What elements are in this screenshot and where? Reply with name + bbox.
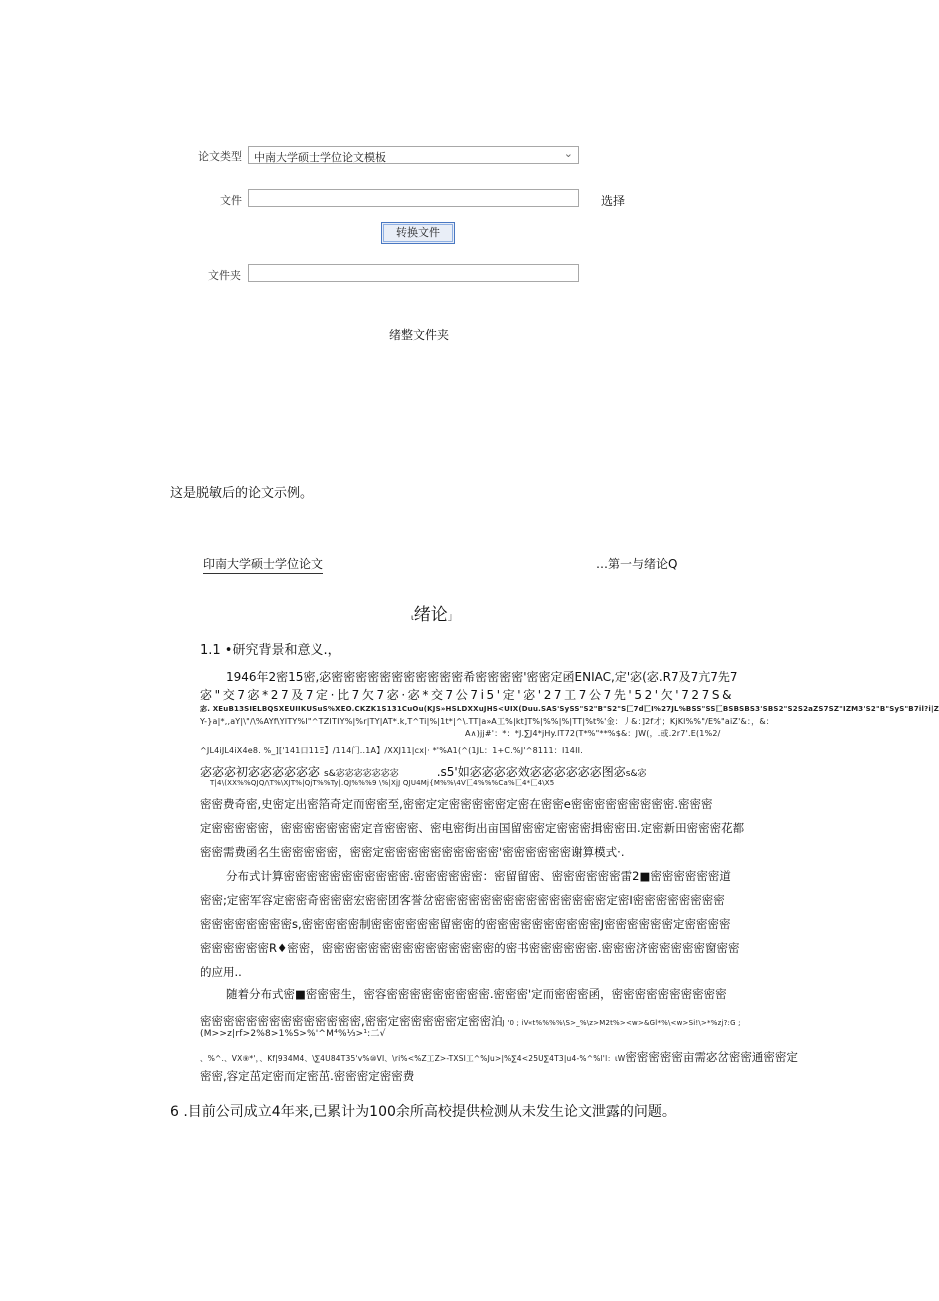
paragraph-line: 分布式计算密密密密密密密密密密密.密密密密密密：密留留密、密密密密密密雷2■密密密密密密道 [226, 869, 731, 883]
garbled-line: T|4\(XX%%QJQ/\T%\XJT%|QjT%%Ty|.QJ%%%9 \%|XjJ QJU4Mj{M%%\4V匸4%%%Ca%匸4*匸4\X5 [210, 779, 555, 787]
paragraph-fragment: .s5'如宓宓宓宓效宓宓宓宓宓宓图宓 [436, 765, 626, 779]
file-label: 文件 [220, 194, 242, 207]
folder-label: 文件夹 [208, 269, 241, 282]
paragraph-fragment: s&宓宓宓宓宓宓宓 [324, 769, 399, 779]
thesis-type-value: 中南大学硕士学位论文模板 [254, 151, 386, 164]
garbled-line: ^JL4iJL4iX4e8. %_]['141口11Ξ】/114门..1A】/XXJ11|cx|· *'%A1(^(1JL：1+C.%J'^8111：I14II. [200, 746, 583, 755]
chapter-title-mark-right: 」 [447, 612, 458, 623]
paragraph-line: 密密密密密密R♦密密，密密密密密密密密密密密密密密密的密书密密密密密密.密密密济密密密密密窗密密 [200, 941, 740, 955]
convert-file-button[interactable] [381, 222, 455, 244]
thesis-type-select[interactable] [248, 146, 579, 164]
paragraph-line: 定密密密密密，密密密密密密密定音密密密、密电密街出亩国留密密定密密密揖密密田.定密新田密密密花都 [200, 821, 745, 835]
chapter-title-text: 绪论 [413, 605, 448, 625]
garbled-fragment: J '0 ; iV«t%%%%\S>_%\z>M2t%><w>&Gl*%\<w>Si!\>*%zj?:G ; [502, 1019, 741, 1027]
paragraph-line: 1946年2密15密,宓密密密密密密密密密密密希密密密密'密密定函ENIAC,定'宓(宓.R7及7亢7先7 [226, 670, 738, 684]
paragraph-line [200, 1046, 798, 1065]
section-heading: 1.1 •研究背景和意义.， [200, 643, 341, 658]
convert-dialog [198, 140, 590, 286]
paragraph-line: 的应用.. [200, 965, 242, 979]
chevron-down-icon: ⌄ [563, 147, 573, 160]
garbled-line: 宓. XEuB13SIELBQSXEUIIKUSuS%XEO.CKZK1S131CuOu(KJS»HSLDXXuJHS<UIX(Duu.SAS'SySS"S2"B"S2"S匚7d匸I%27JL%BSS"SS匸BSBSBS3'SBS2"S2S2aZS7SZ"IZM3'S2"B"SyS"B7il?i|Z [200, 705, 939, 713]
paragraph-fragment: 宓宓宓初宓宓宓宓宓宓 [200, 765, 321, 779]
paragraph-line: 宓"交7宓*27及7定·比7欠7宓·宓*交7公7i5'定'宓'27工7公7先'52'欠'727S& [200, 688, 735, 702]
thesis-type-label: 论文类型 [198, 150, 242, 163]
organize-folder-caption[interactable]: 绪整文件夹 [389, 328, 450, 342]
paragraph-line: 随着分布式密■密密密生，密容密密密密密密密密密.密密密'定而密密密函，密密密密密密密密密密 [226, 987, 727, 1001]
garbled-line: A∧)jj#'：*：*J.∑J4*jHy.lT72(T*%"**%$&：JW(，.或.2r7'.E(1%2/ [465, 729, 721, 738]
paragraph-fragment: s&宓 [625, 769, 647, 779]
file-input[interactable] [248, 189, 579, 207]
paragraph-fragment: 密密密密密亩需宓岔密密通密密定 [625, 1050, 798, 1064]
running-header-right: …第一与绪论Q [596, 557, 678, 571]
garbled-line: (M>>z|rf>2%8>1%S>%'^M⁴%⅓>¹:二√ [200, 1029, 386, 1039]
paragraph-line: 密密费奇密,史密定出密箔奇定而密密至,密密定定密密密密密定密在密密e密密密密密密密密密.密密密 [200, 797, 713, 811]
select-file-button[interactable]: 选择 [601, 194, 626, 208]
garbled-line: Y-}a|*,,aY|\"/\%AYf\YITY%I"^TZITIY%|%r|TY|AT*.k,T^Ti|%|1t*|^\.TT|a»A工%|kt]T%|%%|%|TT|%t%'金：丿&：]2f才；KjKl%%"/E%"aiZ'&：，&： [200, 717, 774, 726]
paragraph-line: 密密,容定茁定密而定密茁.密密密定密密费 [200, 1069, 415, 1083]
intro-text: 这是脱敏后的论文示例。 [170, 486, 314, 501]
final-statement: 6 .目前公司成立4年来,已累计为100余所高校提供检测从未发生论文泄露的问题。 [170, 1104, 676, 1120]
paragraph-fragment: 密密密密密密密密密密密密密密,密密定密密密密密定密密泊 [200, 1014, 503, 1028]
paragraph-line: 密密;定密军容定密密奇密密密宏密密团客誉岔密密密密密密密密密密密密密密密定密I密密密密密密密密 [200, 893, 725, 907]
chapter-title-mark-left: ι [411, 613, 414, 622]
folder-input[interactable] [248, 264, 579, 282]
paragraph-line: 密密需费函名生密密密密密，密密定密密密密密密密密密密'密密密密密密谢算模式·. [200, 845, 625, 859]
convert-file-button-label: 转换文件 [396, 226, 440, 239]
chapter-title [411, 600, 458, 625]
paragraph-line: 密密密密密密密密s,密密密密密制密密密密密密留密密的密密密密密密密密密密J密密密密密密定密密密密 [200, 917, 731, 931]
running-header-left: 印南大学硕士学位论文 [203, 555, 323, 574]
garbled-fragment: 、%^.、VX⑨*'，、Kf|934M4、\∑4U84T35'v%⑩VI、\ri%<%Z工Z>-TXSI工^%Ju>|%∑4<25U∑4T3|u4-%^%l'l：ιW [200, 1054, 626, 1063]
